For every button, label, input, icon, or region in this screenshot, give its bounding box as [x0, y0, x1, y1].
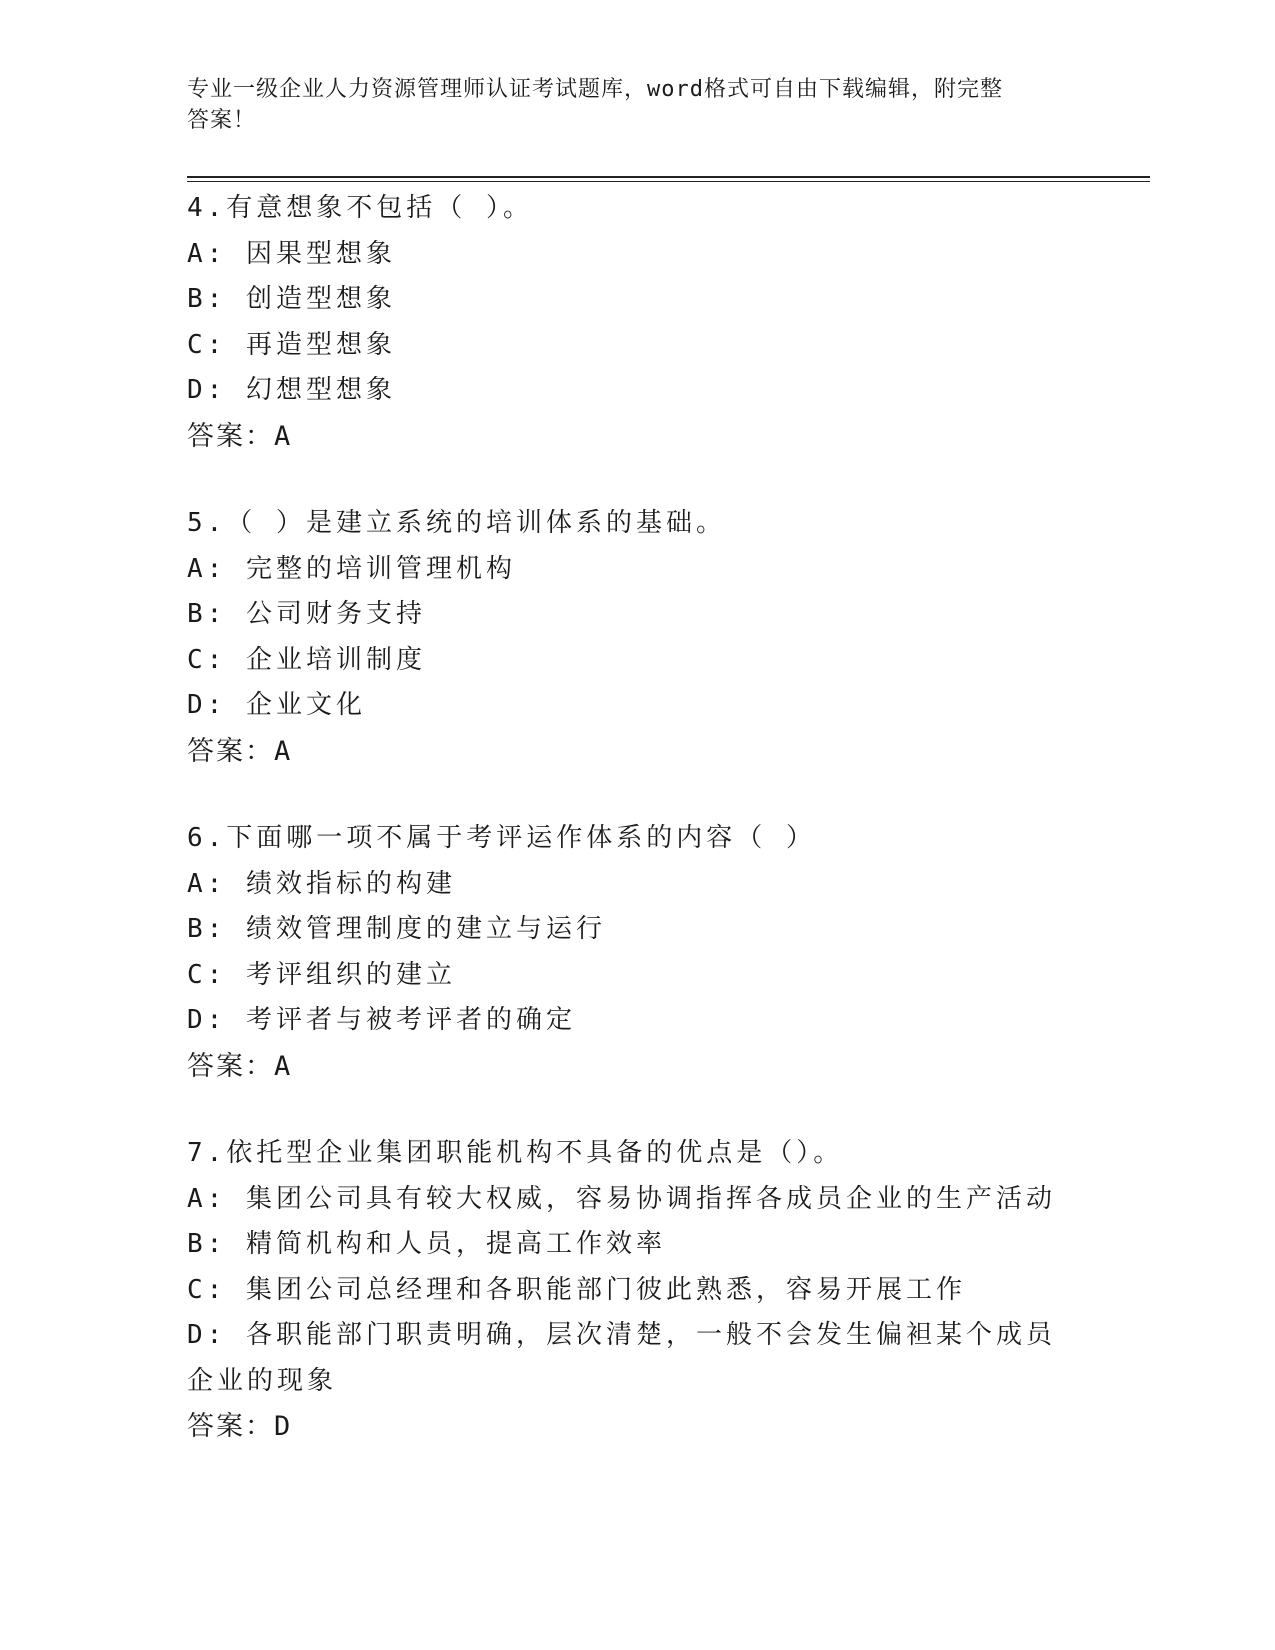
- option-a: A: 绩效指标的构建: [187, 868, 456, 899]
- question-spacer: [187, 459, 1087, 501]
- question-4: [187, 186, 1087, 459]
- option-d: D: 幻想型想象: [187, 375, 396, 405]
- header-line-1: 专业一级企业人力资源管理师认证考试题库，word格式可自由下载编辑，附完整: [187, 77, 1003, 102]
- answer-line: 答案：A: [187, 420, 293, 452]
- option-a: A: 完整的培训管理机构: [187, 553, 516, 584]
- question-stem: 6.下面哪一项不属于考评运作体系的内容（ ）: [187, 823, 816, 853]
- option-c: C: 企业培训制度: [187, 644, 426, 675]
- question-spacer: [187, 1089, 1087, 1131]
- option-b: B: 公司财务支持: [187, 599, 426, 629]
- option-b: B: 绩效管理制度的建立与运行: [187, 914, 606, 944]
- header-rule-thin: [187, 181, 1150, 182]
- option-d: D: 考评者与被考评者的确定: [187, 1005, 576, 1035]
- question-list: [187, 186, 1087, 1450]
- question-spacer: [187, 774, 1087, 816]
- option-d: D: 企业文化: [187, 690, 366, 720]
- option-c: C: 再造型想象: [187, 329, 396, 360]
- option-d: D: 各职能部门职责明确，层次清楚，一般不会发生偏袒某个成员企业的现象: [187, 1320, 1056, 1396]
- header-line-2: 答案！: [187, 108, 257, 133]
- answer-line: 答案：A: [187, 735, 293, 767]
- option-b: B: 创造型想象: [187, 284, 396, 314]
- question-stem: 4.有意想象不包括（ ）。: [187, 193, 533, 223]
- option-c: C: 考评组织的建立: [187, 959, 456, 990]
- answer-line: 答案：A: [187, 1050, 293, 1082]
- option-a: A: 集团公司具有较大权威，容易协调指挥各成员企业的生产活动: [187, 1183, 1056, 1214]
- question-5: [187, 501, 1087, 774]
- answer-line: 答案：D: [187, 1411, 293, 1442]
- option-a: A: 因果型想象: [187, 238, 396, 269]
- header-rule-thick: [187, 176, 1150, 178]
- question-6: [187, 816, 1087, 1089]
- option-c: C: 集团公司总经理和各职能部门彼此熟悉，容易开展工作: [187, 1274, 966, 1305]
- question-stem: 7.依托型企业集团职能机构不具备的优点是（）。: [187, 1138, 844, 1168]
- option-b: B: 精简机构和人员，提高工作效率: [187, 1229, 666, 1259]
- question-stem: 5.（ ）是建立系统的培训体系的基础。: [187, 508, 726, 538]
- question-7: [187, 1131, 1087, 1450]
- document-header: [187, 74, 1067, 136]
